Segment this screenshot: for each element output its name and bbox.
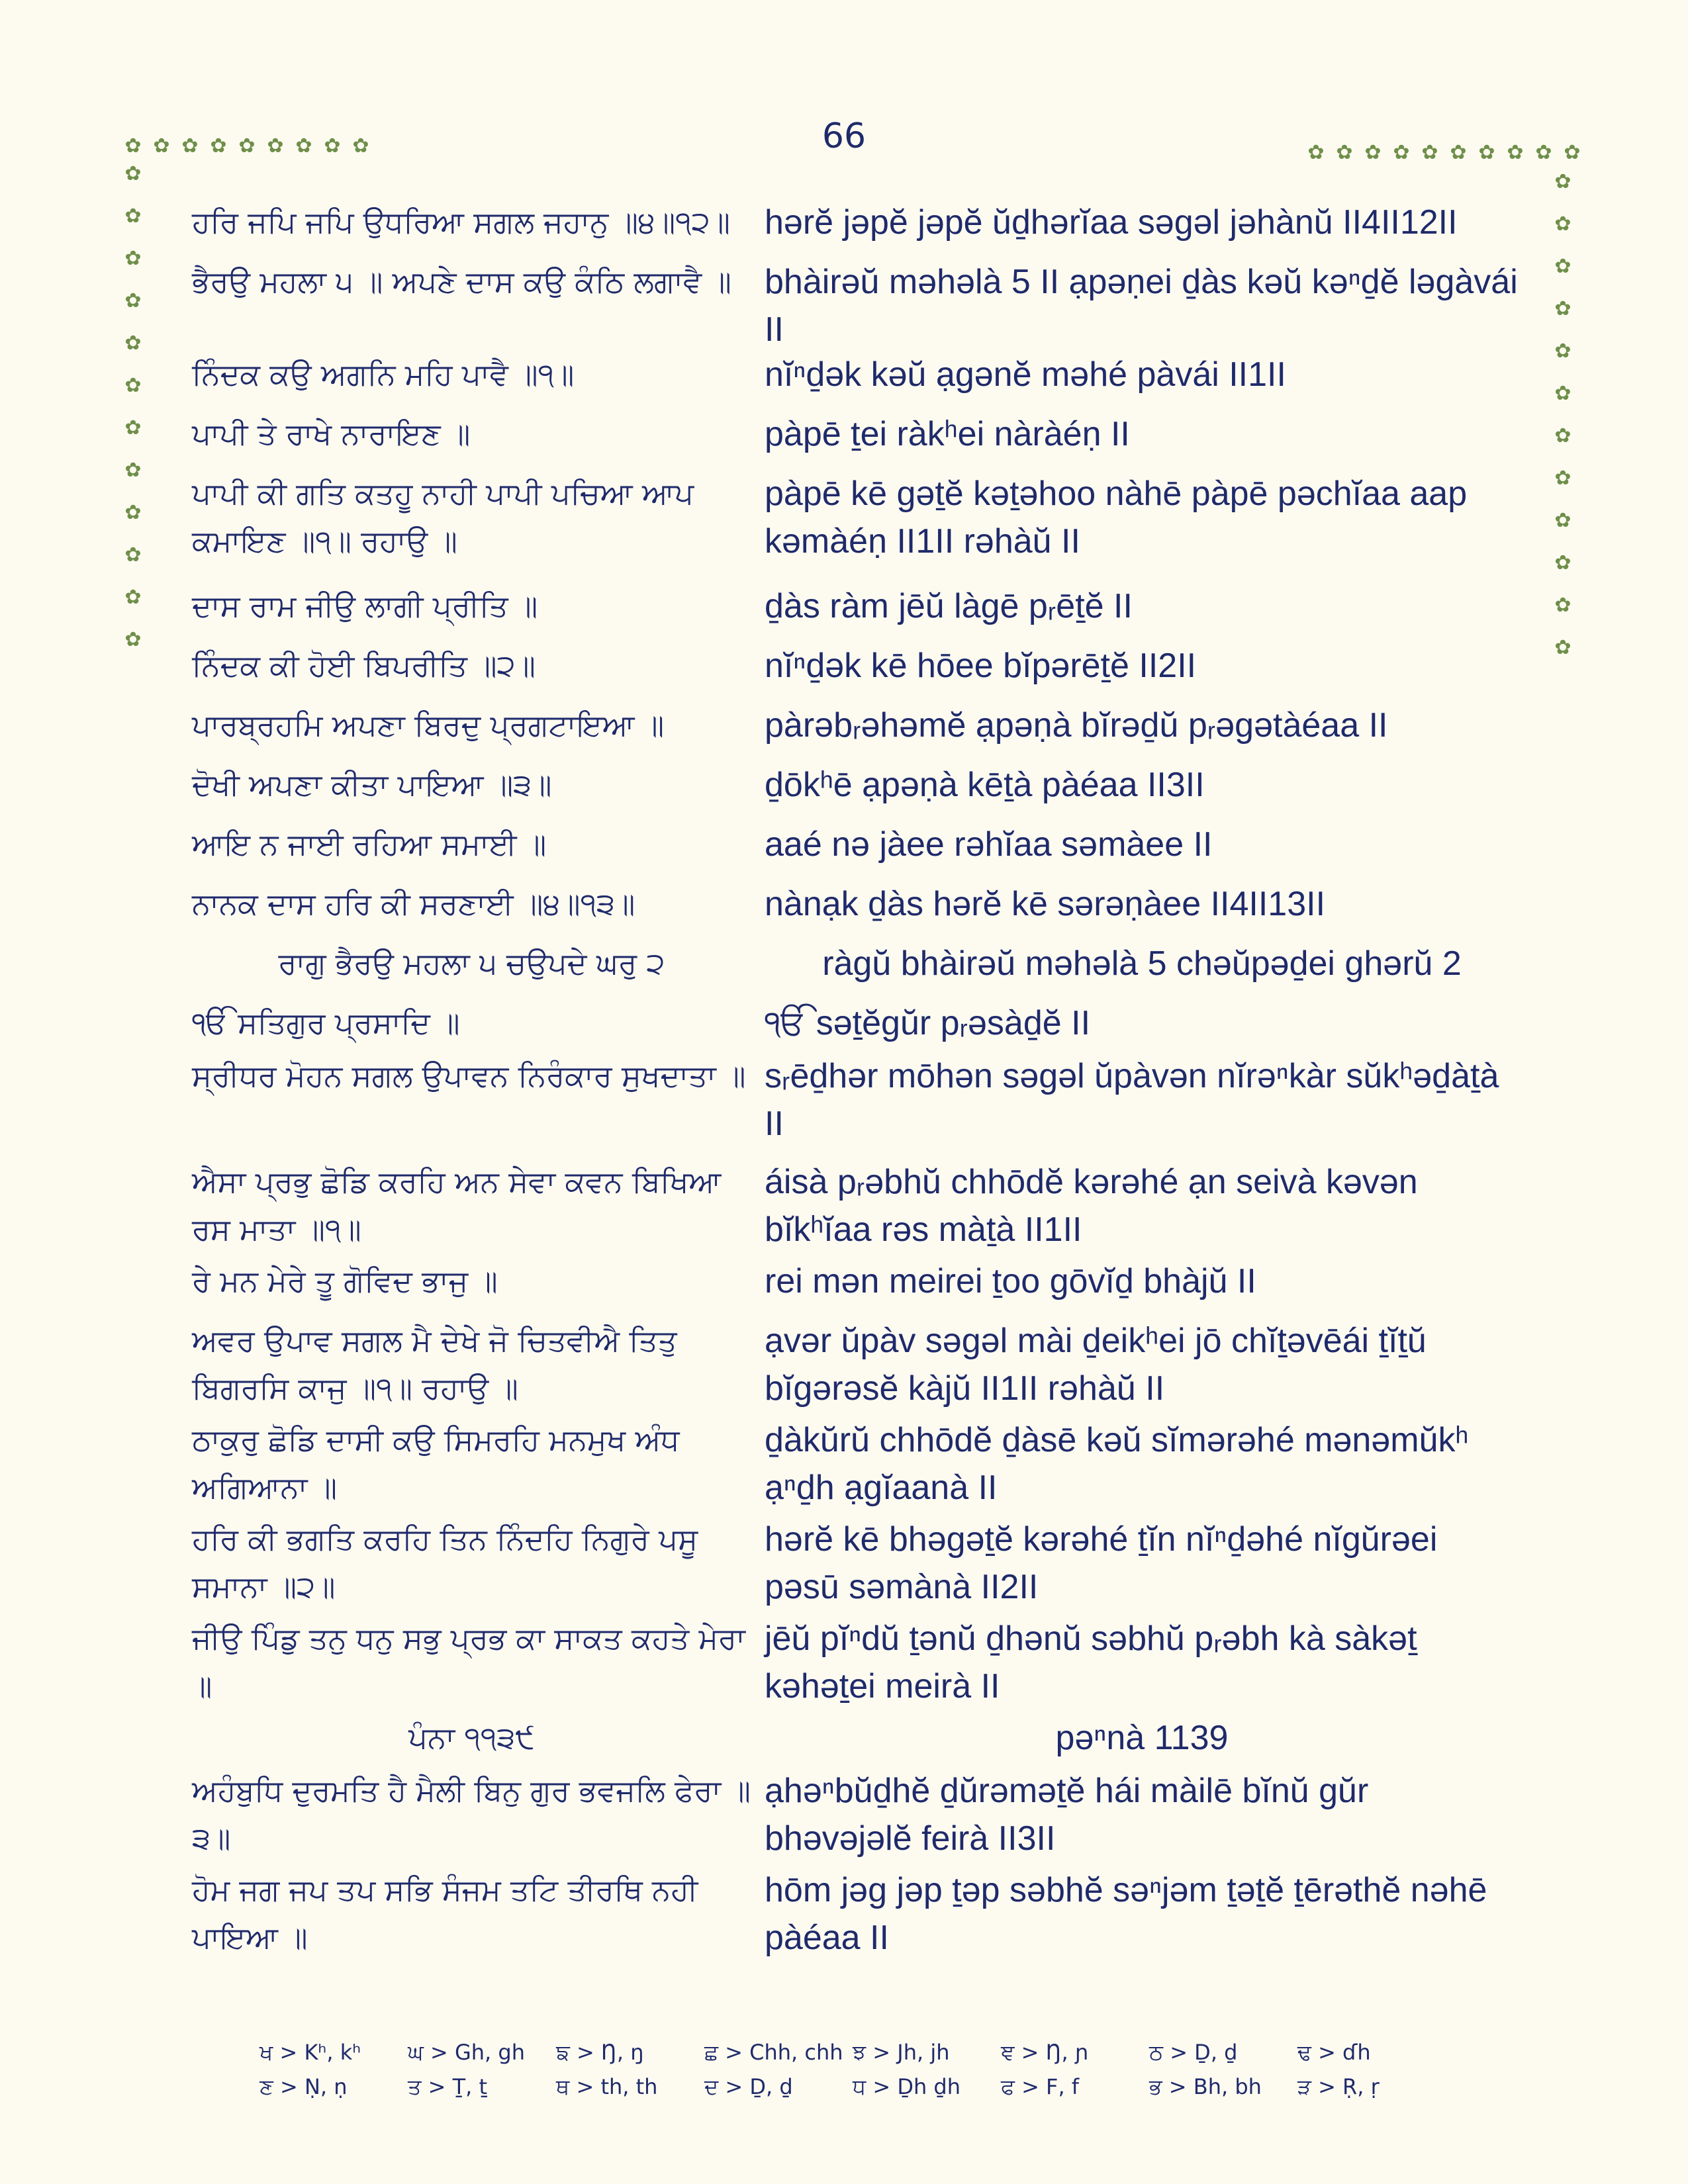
- flower-ornament-icon: ✿: [124, 134, 142, 158]
- flower-ornament-icon: ✿: [124, 459, 142, 482]
- gurmukhi-text: ਨਿੰਦਕ ਕਉ ਅਗਨਿ ਮਹਿ ਪਾਵੈ ॥੧॥: [192, 357, 575, 392]
- verse-row: [192, 1767, 1519, 1862]
- legend-item: ਫ > F, f: [1001, 2074, 1080, 2099]
- flower-ornament-icon: ✿: [1554, 382, 1571, 405]
- gurmukhi-text: ਪਾਪੀ ਤੇ ਰਾਖੇ ਨਾਰਾਇਣ ॥: [192, 416, 471, 451]
- transliteration-text: nànạk ḏàs hərĕ kē sərəṇàee II4II13II: [765, 885, 1326, 923]
- flower-ornament-icon: ✿: [1554, 212, 1571, 236]
- gurmukhi-text: ਠਾਕੁਰੁ ਛੋਡਿ ਦਾਸੀ ਕਉ ਸਿਮਰਹਿ ਮਨਮੁਖ ਅੰਧ ਅਗਿਆਨਾ ॥: [192, 1422, 680, 1505]
- transliteration-text: ḏōkʰē ạpəṇà kēṯà pàéaa II3II: [765, 766, 1205, 804]
- transliteration-text: ạhəⁿbŭḏhĕ ḏŭrəməṯĕ hái màilē bĭnŭ gŭr bhəvəjəlĕ feirà II3II: [765, 1772, 1369, 1858]
- verse-row: [192, 1158, 1519, 1253]
- verse-row: [192, 999, 1519, 1059]
- flower-ornament-icon: ✿: [1554, 509, 1571, 532]
- flower-ornament-icon: ✿: [153, 134, 170, 158]
- transliteration-text: áisà pᵣəbhŭ chhōdĕ kərəhé ạn seivà kəvən bĭkʰĭaa rəs màṯà II1II: [765, 1163, 1418, 1249]
- verse-row: [192, 940, 1519, 999]
- verse-row: [192, 821, 1519, 880]
- verse-row: [192, 761, 1519, 821]
- legend-item: ਧ > Ḏh ḏh: [853, 2074, 961, 2099]
- verse-row: [192, 410, 1519, 470]
- transliteration-text: pəⁿnà 1139: [1055, 1719, 1229, 1757]
- transliteration-text: aaé nə jàee rəhĭaa səmàee II: [765, 825, 1213, 864]
- flower-ornament-icon: ✿: [324, 134, 341, 158]
- flower-ornament-icon: ✿: [1554, 594, 1571, 617]
- flower-ornament-icon: ✿: [124, 247, 142, 270]
- flower-ornament-icon: ✿: [1364, 141, 1382, 164]
- flower-ornament-icon: ✿: [124, 501, 142, 524]
- flower-ornament-icon: ✿: [1507, 141, 1524, 164]
- gurmukhi-text: ਅਹੰਬੁਧਿ ਦੁਰਮਤਿ ਹੈ ਮੈਲੀ ਬਿਨੁ ਗੁਰ ਭਵਜਲਿ ਫੇਰਾ ॥੩॥: [192, 1773, 751, 1856]
- flower-ornament-icon: ✿: [1554, 255, 1571, 278]
- flower-ornament-icon: ✿: [1554, 170, 1571, 193]
- flower-ornament-icon: ✿: [124, 205, 142, 228]
- flower-ornament-icon: ✿: [1554, 340, 1571, 363]
- flower-ornament-icon: ✿: [238, 134, 256, 158]
- transliteration-text: ạvər ŭpàv səgəl mài ḏeikʰei jō chĭṯəvēái ṯĭṯŭ bĭgərəsĕ kàjŭ II1II rəhàŭ II: [765, 1322, 1427, 1408]
- gurmukhi-text: ਆਇ ਨ ਜਾਈ ਰਹਿਆ ਸਮਾਈ ॥: [192, 827, 547, 862]
- flower-ornament-icon: ✿: [1554, 424, 1571, 447]
- transliteration-text: ੴ səṯĕgŭr pᵣəsàḏĕ II: [765, 1004, 1091, 1042]
- legend-item: ਞ > Ŋ, ɲ: [1001, 2040, 1089, 2065]
- verse-row: [192, 351, 1519, 410]
- transliteration-text: hərĕ kē bhəgəṯĕ kərəhé ṯĭn nĭⁿḏəhé nĭgŭrəei pəsū səmànà II2II: [765, 1520, 1438, 1606]
- gurmukhi-text: ਹਰਿ ਜਪਿ ਜਪਿ ਉਧਰਿਆ ਸਗਲ ਜਹਾਨੁ ॥੪॥੧੨॥: [192, 205, 730, 240]
- flower-ornament-icon: ✿: [1535, 141, 1552, 164]
- flower-ornament-icon: ✿: [1554, 467, 1571, 490]
- gurmukhi-text: ਰਾਗੁ ਭੈਰਉ ਮਹਲਾ ੫ ਚਉਪਦੇ ਘਰੁ ੨: [278, 946, 665, 981]
- flower-ornament-icon: ✿: [124, 289, 142, 312]
- transliteration-text: ràgŭ bhàirəŭ məhəlà 5 chəŭpəḏei ghərŭ 2: [822, 944, 1462, 983]
- verse-row: [192, 1416, 1519, 1512]
- transliteration-text: ḏàkŭrŭ chhōdĕ ḏàsē kəŭ sĭmərəhé mənəmŭkʰ ạⁿḏh ạgĭaanà II: [765, 1421, 1469, 1507]
- flower-ornament-icon: ✿: [1421, 141, 1438, 164]
- gurmukhi-text: ਦੋਖੀ ਅਪਣਾ ਕੀਤਾ ਪਾਇਆ ॥੩॥: [192, 767, 552, 802]
- verse-row: [192, 1615, 1519, 1710]
- legend-item: ਘ > Gh, gh: [408, 2040, 525, 2065]
- gurmukhi-text: ਹਰਿ ਕੀ ਭਗਤਿ ਕਰਹਿ ਤਿਨ ਨਿੰਦਹਿ ਨਿਗੁਰੇ ਪਸੂ ਸਮਾਨਾ ॥੨॥: [192, 1522, 698, 1604]
- flower-ornament-icon: ✿: [124, 162, 142, 185]
- gurmukhi-text: ਐਸਾ ਪ੍ਰਭੁ ਛੋਡਿ ਕਰਹਿ ਅਨ ਸੇਵਾ ਕਵਨ ਬਿਖਿਆ ਰਸ ਮਾਤਾ ॥੧॥: [192, 1164, 722, 1247]
- transliteration-text: ḏàs ràm jēŭ làgē pᵣēṯĕ II: [765, 587, 1133, 625]
- verse-row: [192, 642, 1519, 702]
- flower-ornament-icon: ✿: [181, 134, 199, 158]
- legend-item: ਤ > Ṯ, ṯ: [408, 2074, 488, 2099]
- flower-ornament-icon: ✿: [1450, 141, 1467, 164]
- transliteration-text: sᵣēḏhər mōhən səgəl ŭpàvən nĭrəⁿkàr sŭkʰəḏàṯà II: [765, 1057, 1499, 1143]
- gurmukhi-text: ਰੇ ਮਨ ਮੇਰੇ ਤੂ ਗੋਵਿਦ ਭਾਜੁ ॥: [192, 1263, 498, 1298]
- flower-ornament-icon: ✿: [1564, 141, 1581, 164]
- flower-ornament-icon: ✿: [1478, 141, 1495, 164]
- gurmukhi-text: ੴ ਸਤਿਗੁਰ ਪ੍ਰਸਾਦਿ ॥: [192, 1005, 460, 1040]
- flower-ornament-icon: ✿: [295, 134, 312, 158]
- transliteration-text: nĭⁿḏək kē hōee bĭpərēṯĕ II2II: [765, 647, 1197, 685]
- gurmukhi-text: ਨਿੰਦਕ ਕੀ ਹੋਈ ਬਿਪਰੀਤਿ ॥੨॥: [192, 648, 536, 683]
- verse-row: [192, 470, 1519, 565]
- gurmukhi-text: ਜੀਉ ਪਿੰਡੁ ਤਨੁ ਧਨੁ ਸਭੁ ਪ੍ਰਭ ਕਾ ਸਾਕਤ ਕਹਤੇ ਮੇਰਾ ॥: [192, 1621, 745, 1704]
- flower-ornament-icon: ✿: [124, 416, 142, 439]
- flower-ornament-icon: ✿: [124, 628, 142, 651]
- legend-item: ਥ > th, th: [556, 2074, 658, 2099]
- page-number: 66: [821, 116, 867, 156]
- legend-item: ਭ > Bh, bh: [1149, 2074, 1262, 2099]
- gurmukhi-text: ਹੋਮ ਜਗ ਜਪ ਤਪ ਸਭਿ ਸੰਜਮ ਤਟਿ ਤੀਰਥਿ ਨਹੀ ਪਾਇਆ ॥: [192, 1872, 698, 1955]
- flower-ornament-icon: ✿: [210, 134, 227, 158]
- verse-row: [192, 1052, 1519, 1148]
- transliteration-text: jēŭ pĭⁿdŭ ṯənŭ ḏhənŭ səbhŭ pᵣəbh kà sàkəṯ kəhəṯei meirà II: [765, 1619, 1417, 1706]
- verse-row: [192, 702, 1519, 761]
- flower-ornament-icon: ✿: [1554, 297, 1571, 320]
- gurmukhi-text: ਭੈਰਉ ਮਹਲਾ ੫ ॥ ਅਪਣੇ ਦਾਸ ਕਉ ਕੰਠਿ ਲਗਾਵੈ ॥: [192, 264, 731, 299]
- legend-item: ਖ > Kʰ, kʰ: [259, 2040, 361, 2065]
- transliteration-text: hōm jəg jəp ṯəp səbhĕ səⁿjəm ṯəṯĕ ṯērəthĕ nəhē pàéaa II: [765, 1871, 1487, 1957]
- gurmukhi-text: ਪੰਨਾ ੧੧੩੯: [408, 1720, 535, 1755]
- gurmukhi-text: ਨਾਨਕ ਦਾਸ ਹਰਿ ਕੀ ਸਰਣਾਈ ॥੪॥੧੩॥: [192, 886, 635, 921]
- legend-line: [259, 2035, 1451, 2070]
- transliteration-text: hərĕ jəpĕ jəpĕ ŭḏhərĭaa səgəl jəhànŭ II4II12II: [765, 203, 1458, 242]
- flower-ornament-icon: ✿: [1554, 551, 1571, 574]
- verse-row: [192, 1516, 1519, 1611]
- transliteration-text: nĭⁿḏək kəŭ ạgənĕ məhé pàvái II1II: [765, 355, 1286, 394]
- gurmukhi-text: ਦਾਸ ਰਾਮ ਜੀਉ ਲਾਗੀ ਪ੍ਰੀਤਿ ॥: [192, 588, 538, 623]
- legend-item: ਝ > Jh, jh: [853, 2040, 950, 2065]
- flower-ornament-icon: ✿: [267, 134, 284, 158]
- gurmukhi-text: ਪਾਰਬ੍ਰਹਮਿ ਅਪਣਾ ਬਿਰਦੁ ਪ੍ਰਗਟਾਇਆ ॥: [192, 707, 665, 743]
- legend-item: ਣ > Ṇ, ṇ: [259, 2074, 348, 2099]
- verse-row: [192, 199, 1519, 258]
- flower-ornament-icon: ✿: [124, 543, 142, 567]
- flower-ornament-icon: ✿: [124, 374, 142, 397]
- legend-item: ਠ > Ḏ, ḏ: [1149, 2040, 1238, 2065]
- verse-row: [192, 1257, 1519, 1317]
- verse-row: [192, 1317, 1519, 1412]
- transliteration-text: pàpē ṯei ràkʰei nàràéṇ II: [765, 415, 1130, 453]
- flower-ornament-icon: ✿: [124, 332, 142, 355]
- legend-item: ਢ > ɗh: [1297, 2040, 1371, 2065]
- verse-row: [192, 880, 1519, 940]
- flower-ornament-icon: ✿: [1336, 141, 1353, 164]
- flower-ornament-icon: ✿: [352, 134, 369, 158]
- verse-row: [192, 1714, 1519, 1774]
- transliteration-legend: [259, 2035, 1451, 2104]
- verse-row: [192, 582, 1519, 642]
- verse-row: [192, 1866, 1519, 1962]
- gurmukhi-text: ਸ੍ਰੀਧਰ ਮੋਹਨ ਸਗਲ ਉਪਾਵਨ ਨਿਰੰਕਾਰ ਸੁਖਦਾਤਾ ॥: [192, 1058, 746, 1093]
- transliteration-text: pàpē kē gəṯĕ kəṯəhoo nàhē pàpē pəchĭaa aap kəmàéṇ II1II rəhàŭ II: [765, 475, 1468, 561]
- flower-ornament-icon: ✿: [1393, 141, 1410, 164]
- legend-item: ਙ > Ŋ, ŋ: [556, 2040, 644, 2065]
- legend-item: ੜ > Ṛ, ṛ: [1297, 2074, 1380, 2099]
- flower-ornament-icon: ✿: [1554, 636, 1571, 659]
- legend-item: ਛ > Chh, chh: [704, 2040, 843, 2065]
- transliteration-text: bhàirəŭ məhəlà 5 II ạpəṇei ḏàs kəŭ kəⁿḏĕ ləgàvái II: [765, 263, 1518, 349]
- transliteration-text: rei mən meirei ṯoo gōvĭḏ bhàjŭ II: [765, 1262, 1256, 1300]
- flower-ornament-icon: ✿: [1307, 141, 1325, 164]
- flower-ornament-icon: ✿: [124, 586, 142, 609]
- legend-item: ਦ > Ḏ, ḏ: [704, 2074, 793, 2099]
- gurmukhi-text: ਅਵਰ ਉਪਾਵ ਸਗਲ ਮੈ ਦੇਖੇ ਜੋ ਚਿਤਵੀਐ ਤਿਤੁ ਬਿਗਰਸਿ ਕਾਜੁ ॥੧॥ ਰਹਾਉ ॥: [192, 1323, 677, 1406]
- gurmukhi-text: ਪਾਪੀ ਕੀ ਗਤਿ ਕਤਹੂ ਨਾਹੀ ਪਾਪੀ ਪਚਿਆ ਆਪ ਕਮਾਇਣ ॥੧॥ ਰਹਾਉ ॥: [192, 476, 694, 559]
- verse-row: [192, 258, 1519, 353]
- transliteration-text: pàrəbᵣəhəmĕ ạpəṇà bĭrəḏŭ pᵣəgətàéaa II: [765, 706, 1388, 745]
- legend-line: [259, 2070, 1451, 2104]
